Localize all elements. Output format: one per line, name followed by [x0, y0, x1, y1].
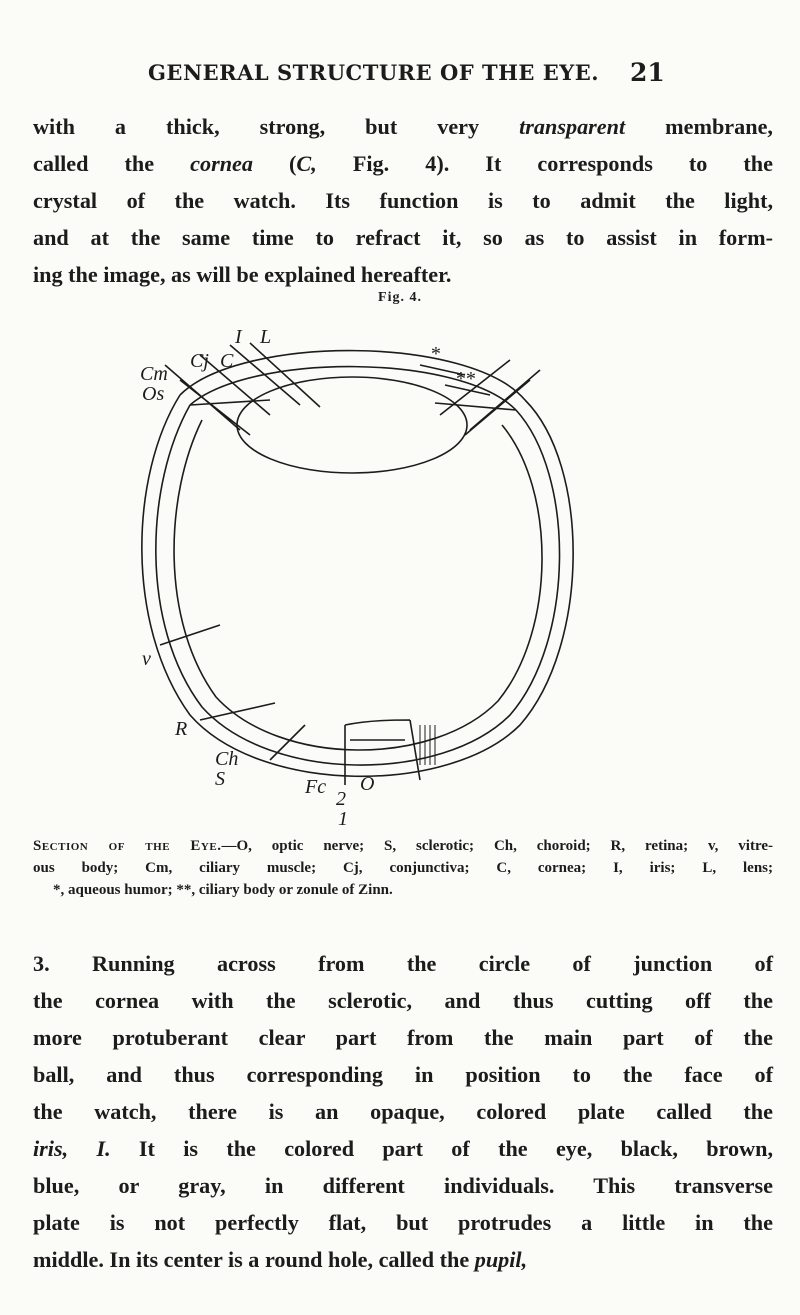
text: It is the colored part of the eye, black, brown,: [110, 1136, 773, 1161]
label-I: I: [235, 326, 242, 348]
choroid-outline: [156, 405, 560, 765]
caption-line: *, aqueous humor; **, ciliary body or zonule of Zinn.: [53, 882, 393, 898]
figure-label: Fig. 4.: [378, 290, 422, 305]
label-double-star: **: [455, 368, 475, 390]
text: called the: [33, 151, 191, 176]
para1-line: [33, 108, 773, 145]
label-Fc: Fc: [305, 776, 327, 798]
label-1: 1: [338, 808, 348, 830]
label-v: v: [142, 648, 151, 670]
text: Fig. 4). It corresponds to the: [316, 151, 773, 176]
para2-line: [33, 1130, 773, 1167]
text: (: [252, 151, 297, 176]
para2-line: 3. Running across from the circle of junction of: [33, 951, 773, 976]
text: middle. In its center is a round hole, called the: [33, 1247, 475, 1272]
label-O: O: [360, 773, 375, 795]
running-title: GENERAL STRUCTURE OF THE EYE.: [148, 60, 600, 85]
caption-lead: Section of the Eye.: [33, 838, 222, 854]
retina-outline: [174, 420, 542, 750]
para2-line: the watch, there is an opaque, colored plate called the: [33, 1099, 773, 1124]
para1-line: ing the image, as will be explained hereafter.: [33, 262, 452, 287]
text: membrane,: [625, 114, 773, 139]
page-header: [0, 56, 800, 96]
emphasis: cornea: [190, 151, 253, 176]
eye-section-diagram: [120, 325, 640, 830]
emphasis: C,: [296, 151, 317, 176]
emphasis: pupil,: [474, 1247, 528, 1272]
emphasis: iris, I.: [33, 1136, 111, 1161]
label-C: C: [220, 350, 234, 372]
label-Cj: Cj: [190, 350, 209, 372]
para2-line: plate is not perfectly flat, but protrudes a little in the: [33, 1210, 773, 1235]
caption-line: ous body; Cm, ciliary muscle; Cj, conjunctiva; C, cornea; I, iris; L, lens;: [33, 860, 773, 876]
emphasis: transparent: [519, 114, 626, 139]
lens-outline: [237, 377, 467, 473]
paragraph-1: [33, 108, 773, 293]
label-R: R: [175, 718, 188, 740]
page-number: 21: [630, 58, 665, 87]
text: with a thick, strong, but very: [33, 114, 520, 139]
label-S: S: [215, 768, 225, 790]
label-2: 2: [336, 788, 346, 810]
label-star: *: [430, 343, 440, 365]
para1-line: crystal of the watch. Its function is to admit the light,: [33, 188, 773, 213]
para2-line: the cornea with the sclerotic, and thus cutting off the: [33, 988, 773, 1013]
para2-line: [33, 1241, 773, 1278]
caption-line: [33, 835, 773, 857]
para2-line: ball, and thus corresponding in position to the face of: [33, 1062, 773, 1087]
para2-line: more protuberant clear part from the main part of the: [33, 1025, 773, 1050]
para1-line: [33, 145, 773, 182]
label-Os: Os: [142, 383, 165, 405]
para1-line: and at the same time to refract it, so as to assist in form-: [33, 225, 773, 250]
caption-text: —O, optic nerve; S, sclerotic; Ch, choroid; R, retina; v, vitre-: [221, 838, 773, 854]
label-Cm: Cm: [140, 363, 168, 385]
label-L: L: [260, 326, 272, 348]
label-Ch: Ch: [215, 748, 239, 770]
paragraph-2: [33, 945, 773, 1278]
figure-caption: [33, 835, 773, 901]
iris-outline: [190, 400, 516, 410]
para2-line: blue, or gray, in different individuals. This transverse: [33, 1173, 773, 1198]
